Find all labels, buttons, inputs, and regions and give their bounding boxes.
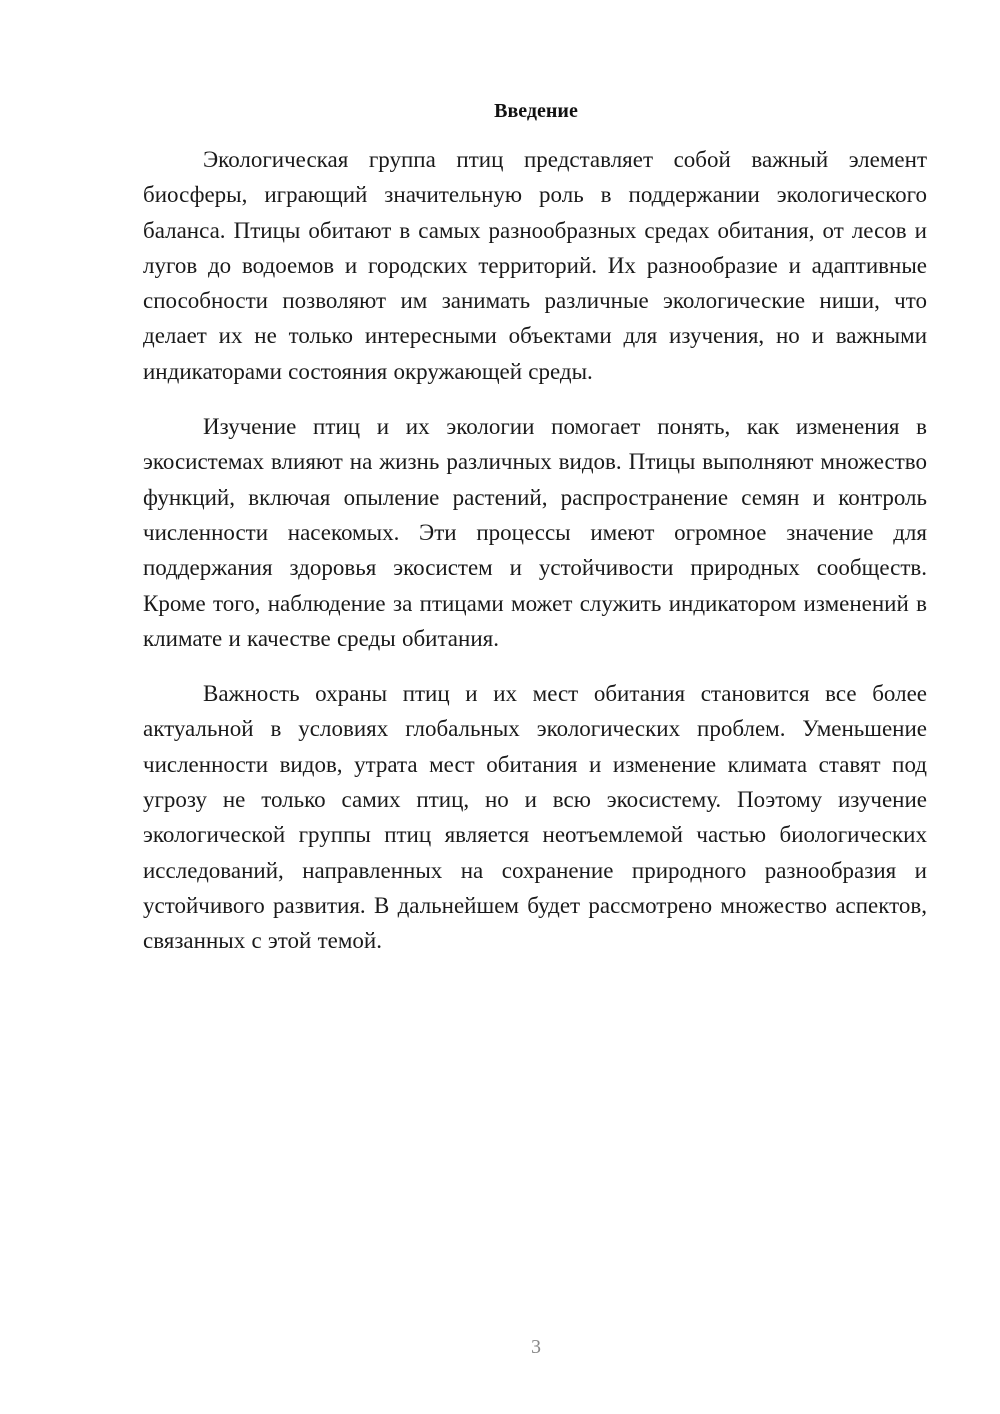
page-number: 3: [531, 1336, 541, 1358]
body-text: [143, 142, 927, 979]
paragraph: Важность охраны птиц и их мест обитания становится все более актуальной в условиях глобальных экологических проблем. Уменьшение численности видов, утрата мест обитания и изменение климата ставят под угрозу не только самих птиц, но и всю экосистему. Поэтому изучение экологической группы птиц является неотъемлемой частью биологических исследований, направленных на сохранение природного разнообразия и устойчивого развития. В дальнейшем будет рассмотрено множество аспектов, связанных с этой темой.: [143, 681, 927, 954]
paragraph: Изучение птиц и их экологии помогает понять, как изменения в экосистемах влияют на жизнь различных видов. Птицы выполняют множество функций, включая опыление растений, распространение семян и контроль численности насекомых. Эти процессы имеют огромное значение для поддержания здоровья экосистем и устойчивости природных сообществ. Кроме того, наблюдение за птицами может служить индикатором изменений в климате и качестве среды обитания.: [143, 414, 927, 651]
paragraph: Экологическая группа птиц представляет собой важный элемент биосферы, играющий значительную роль в поддержании экологического баланса. Птицы обитают в самых разнообразных средах обитания, от лесов и лугов до водоемов и городских территорий. Их разнообразие и адаптивные способности позволяют им занимать различные экологические ниши, что делает их не только интересными объектами для изучения, но и важными индикаторами состояния окружающей среды.: [143, 147, 927, 384]
section-heading: Введение: [494, 100, 578, 122]
